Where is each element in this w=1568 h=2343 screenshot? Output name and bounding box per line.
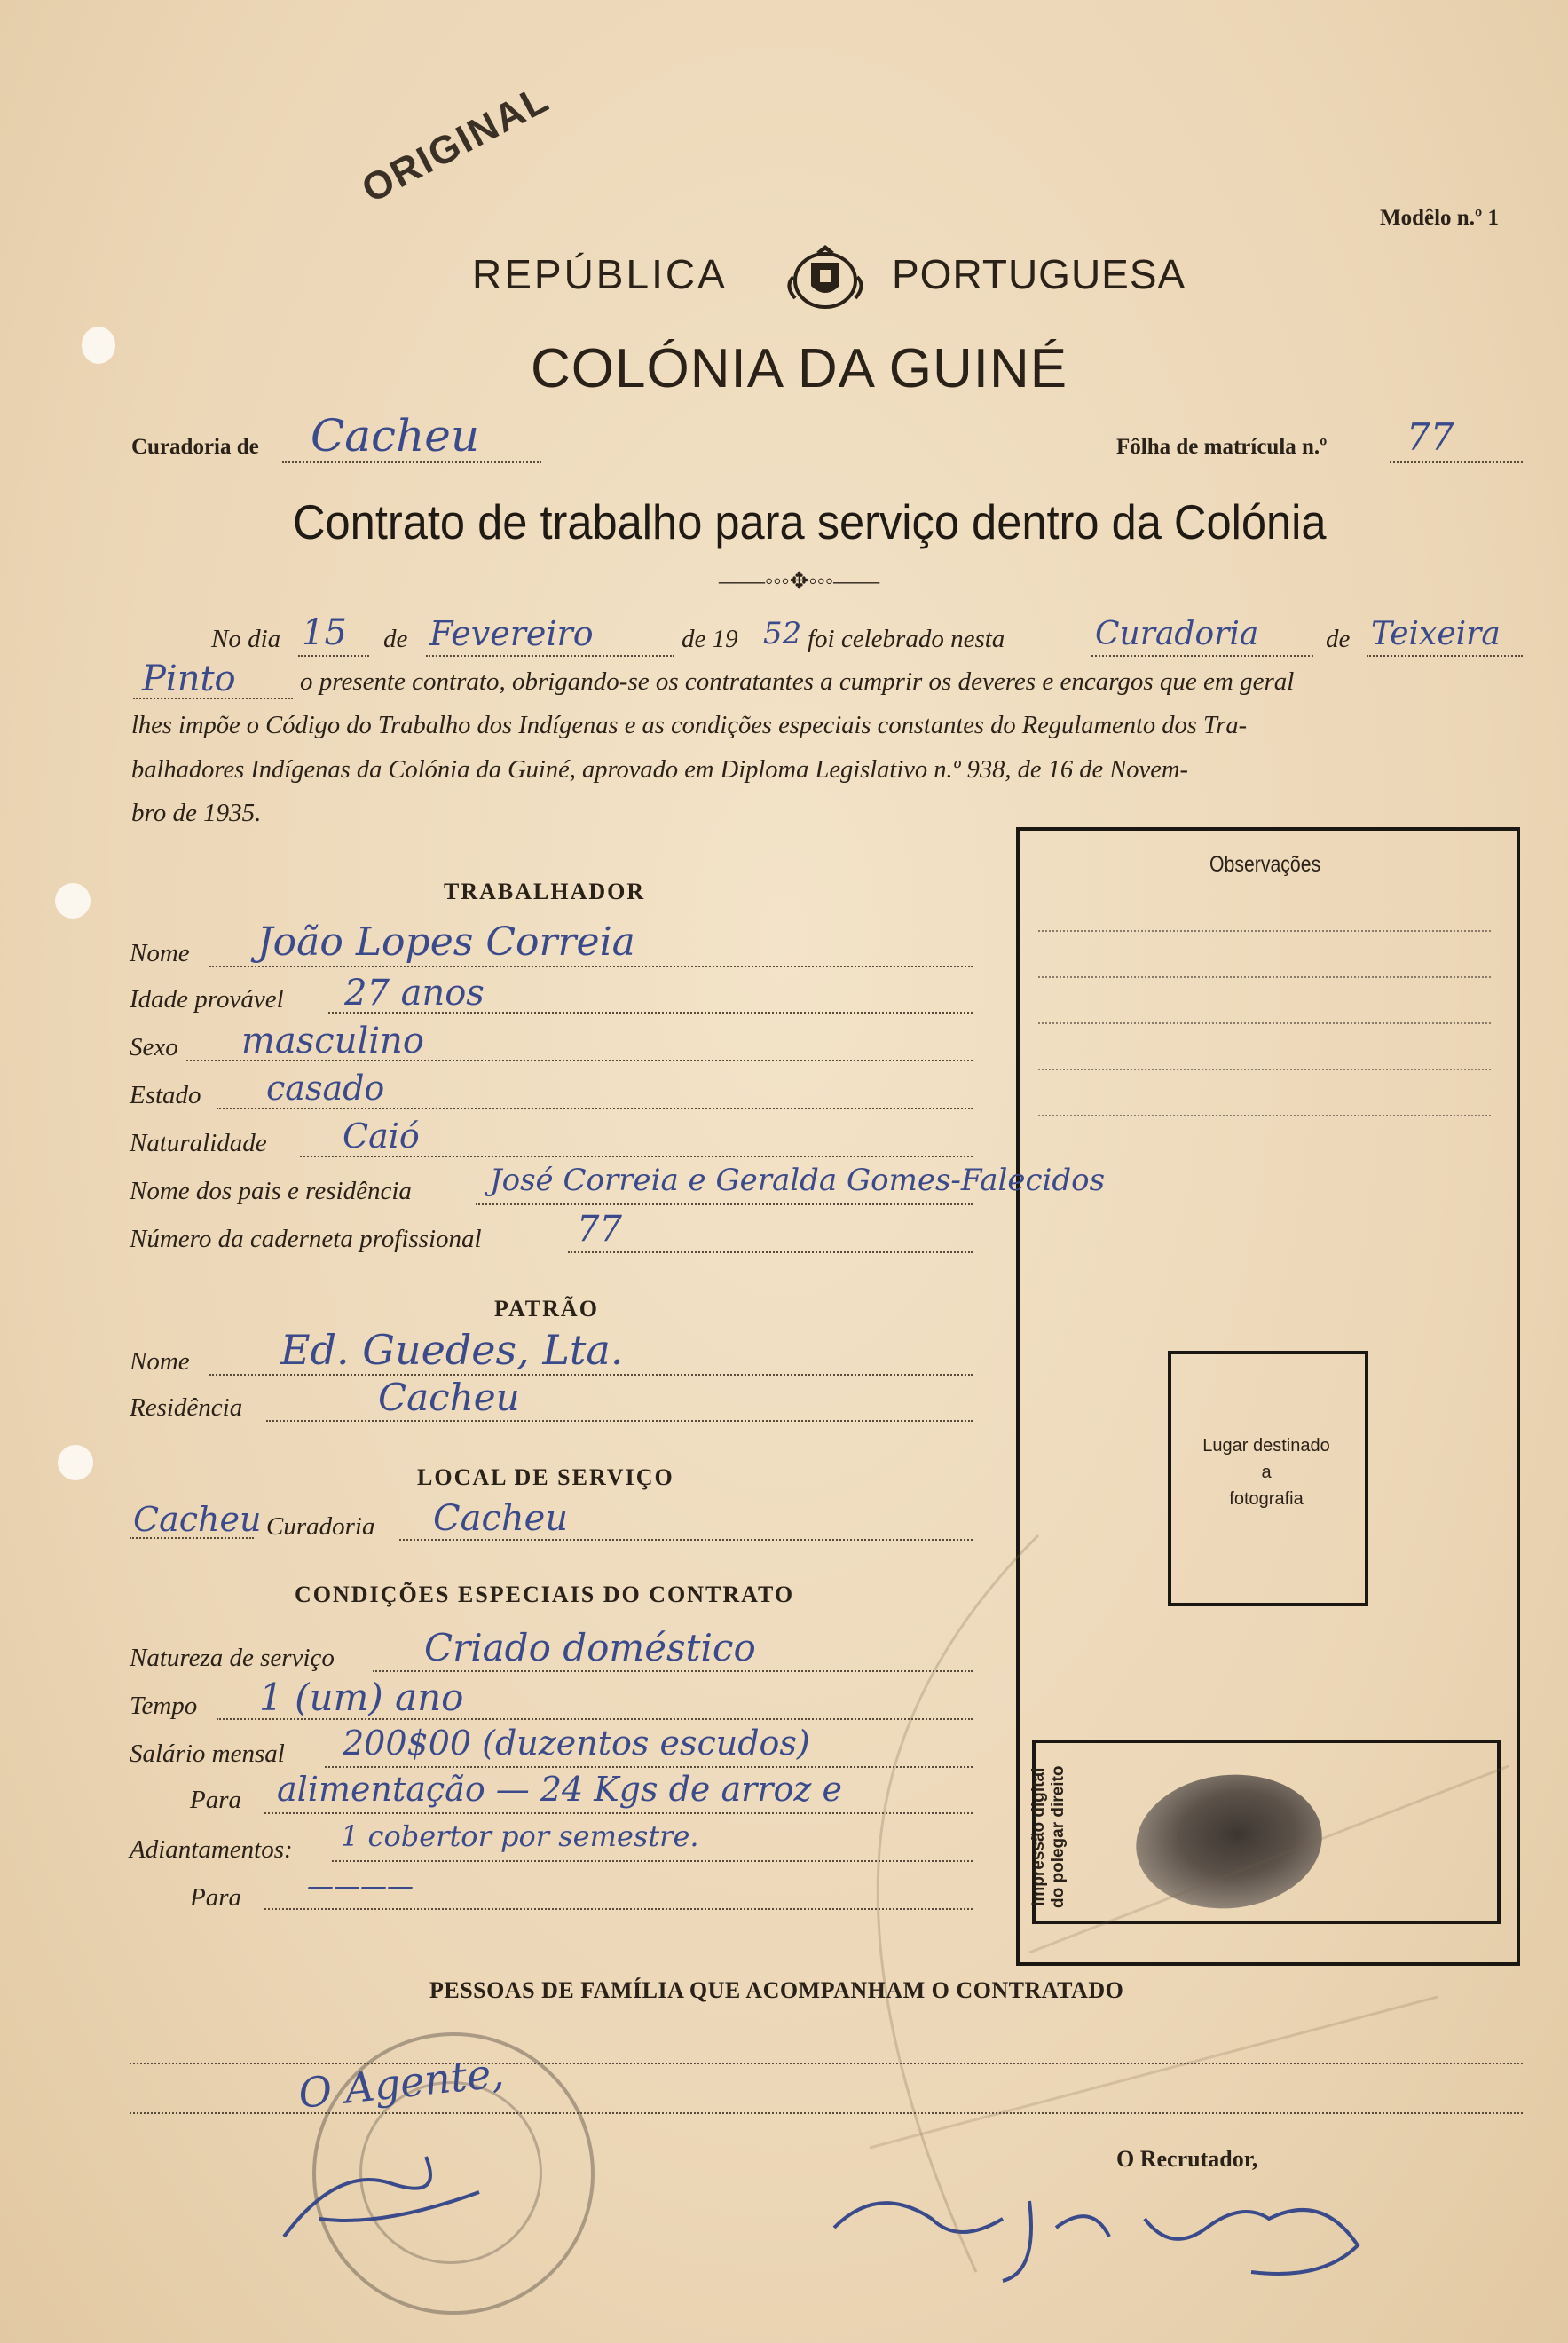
- adiantamentos-label: Adiantamentos:: [130, 1835, 293, 1864]
- local-curadoria-value: Cacheu: [433, 1498, 569, 1539]
- dotted-line: [373, 1670, 973, 1672]
- intro-de-year: de 19: [682, 625, 738, 653]
- dotted-line: [282, 462, 541, 463]
- intro-line4: balhadores Indígenas da Colónia da Guiné, aprovado em Diploma Legislativo n.º 938, de 16 de Novem-: [131, 756, 1188, 784]
- sexo-value: masculino: [241, 1021, 424, 1061]
- tempo-value: 1 (um) ano: [259, 1676, 464, 1719]
- nome-value: João Lopes Correia: [257, 919, 635, 965]
- intro-no-dia: No dia: [211, 625, 281, 653]
- impressao-label: [1029, 1766, 1068, 1908]
- coat-of-arms-icon: [781, 241, 870, 312]
- trabalhador-heading: TRABALHADOR: [444, 879, 646, 904]
- observacoes-label: Observações: [1209, 852, 1321, 877]
- dotted-line: [217, 1108, 973, 1109]
- idade-label: Idade provável: [130, 985, 284, 1014]
- dotted-line: [1038, 1115, 1491, 1116]
- dotted-line: [217, 1718, 973, 1720]
- naturalidade-value: Caió: [343, 1116, 420, 1156]
- intro-de: de: [383, 625, 408, 653]
- scribble-signature: [266, 2130, 497, 2254]
- residencia-label: Residência: [130, 1393, 243, 1422]
- estado-label: Estado: [130, 1081, 201, 1109]
- intro-line2: o presente contrato, obrigando-se os contratantes a cumprir os deveres e encargos que em geral: [300, 667, 1295, 696]
- intro-year-value: 52: [763, 616, 802, 651]
- caderneta-value: 77: [577, 1209, 622, 1250]
- dotted-line: [1091, 655, 1313, 657]
- header-colonia: COLÓNIA DA GUINÉ: [531, 338, 1068, 399]
- recrutador-signature: [825, 2166, 1393, 2299]
- tempo-label: Tempo: [130, 1692, 198, 1720]
- intro-line5: bro de 1935.: [131, 799, 262, 827]
- local-heading: LOCAL DE SERVIÇO: [417, 1464, 674, 1490]
- punch-hole: [82, 327, 115, 364]
- patrao-nome-value: Ed. Guedes, Lta.: [280, 1326, 624, 1374]
- document-title: Contrato de trabalho para serviço dentro da Colónia: [293, 494, 1327, 549]
- dotted-line: [186, 1060, 973, 1061]
- intro-de2: de: [1326, 625, 1351, 653]
- sexo-label: Sexo: [130, 1033, 178, 1061]
- para1-value: alimentação — 24 Kgs de arroz e: [277, 1770, 842, 1809]
- agent-signature: O Agente,: [295, 2048, 507, 2118]
- dotted-line: [266, 1420, 973, 1422]
- dotted-line: [130, 2063, 1523, 2064]
- patrao-nome-label: Nome: [130, 1347, 190, 1376]
- dotted-line: [300, 1156, 973, 1157]
- curadoria-label: Curadoria de: [131, 435, 259, 459]
- caderneta-label: Número da caderneta profissional: [130, 1225, 482, 1253]
- natureza-value: Criado doméstico: [424, 1626, 756, 1669]
- dotted-line: [209, 966, 973, 967]
- original-stamp: ORIGINAL: [355, 76, 557, 212]
- dotted-line: [568, 1251, 973, 1253]
- dotted-line: [476, 1203, 973, 1205]
- estado-value: casado: [266, 1069, 385, 1108]
- dotted-line: [298, 655, 369, 657]
- intro-local2-value: Teixeira: [1371, 616, 1501, 652]
- dotted-line: [133, 698, 293, 699]
- dotted-line: [1367, 655, 1523, 657]
- ornament: ——◦◦◦✥◦◦◦——: [719, 568, 880, 594]
- naturalidade-label: Naturalidade: [130, 1129, 267, 1157]
- dotted-line: [426, 655, 674, 657]
- folha-label: Fôlha de matrícula n.º: [1116, 435, 1328, 459]
- patrao-heading: PATRÃO: [494, 1296, 599, 1321]
- intro-local-value: Curadoria: [1095, 616, 1259, 652]
- pais-label: Nome dos pais e residência: [130, 1177, 412, 1205]
- intro-mes-value: Fevereiro: [429, 614, 594, 653]
- familia-heading: PESSOAS DE FAMÍLIA QUE ACOMPANHAM O CONTRATADO: [429, 1977, 1124, 2003]
- adiantamentos-value: 1 cobertor por semestre.: [341, 1819, 699, 1853]
- intro-line3: lhes impõe o Código do Trabalho dos Indígenas e as condições especiais constantes do Regulamento dos Tra-: [131, 712, 1248, 739]
- local-value: Cacheu: [133, 1500, 262, 1539]
- dotted-line: [332, 1860, 973, 1862]
- idade-value: 27 anos: [344, 973, 485, 1014]
- dotted-line: [1038, 1069, 1491, 1070]
- intro-celebrado: foi celebrado nesta: [808, 625, 1005, 653]
- dotted-line: [1038, 930, 1491, 932]
- punch-hole: [58, 1445, 93, 1480]
- nome-label: Nome: [130, 939, 190, 967]
- dotted-line: [209, 1374, 973, 1376]
- modelo-number: Modêlo n.º 1: [1380, 206, 1499, 230]
- header-portuguesa: PORTUGUESA: [892, 251, 1186, 297]
- dotted-line: [264, 1812, 973, 1814]
- header-republica: REPÚBLICA: [472, 251, 728, 297]
- dotted-line: [1038, 976, 1491, 978]
- folha-value: 77: [1406, 415, 1454, 459]
- natureza-label: Natureza de serviço: [130, 1644, 335, 1672]
- dotted-line: [264, 1908, 973, 1910]
- intro-dia-value: 15: [302, 612, 347, 653]
- para1-label: Para: [190, 1786, 241, 1814]
- salario-label: Salário mensal: [130, 1740, 285, 1768]
- pais-value: José Correia e Geralda Gomes-Falecidos: [490, 1163, 1106, 1198]
- salario-value: 200$00 (duzentos escudos): [343, 1724, 810, 1763]
- dotted-line: [1390, 462, 1523, 463]
- recrutador-label: O Recrutador,: [1116, 2146, 1258, 2172]
- dotted-line: [328, 1012, 973, 1014]
- dotted-line: [1038, 1022, 1491, 1024]
- impressao-line2: do polegar direito: [1049, 1765, 1068, 1908]
- dotted-line: [325, 1766, 973, 1768]
- residencia-value: Cacheu: [378, 1376, 520, 1419]
- dotted-line: [399, 1539, 973, 1541]
- intro-local3-value: Pinto: [142, 659, 236, 699]
- condicoes-heading: CONDIÇÕES ESPECIAIS DO CONTRATO: [295, 1582, 795, 1607]
- local-curadoria-label: Curadoria: [266, 1512, 375, 1541]
- impressao-line1: Impressão digital: [1029, 1767, 1048, 1906]
- foto-line3: fotografia: [1229, 1489, 1304, 1509]
- punch-hole: [55, 883, 91, 919]
- dotted-line: [130, 1537, 254, 1539]
- para2-value: ————: [307, 1871, 414, 1902]
- curadoria-value: Cacheu: [311, 410, 480, 462]
- para2-label: Para: [190, 1883, 241, 1912]
- foto-line2: a: [1261, 1463, 1272, 1482]
- foto-line1: Lugar destinado: [1202, 1436, 1330, 1456]
